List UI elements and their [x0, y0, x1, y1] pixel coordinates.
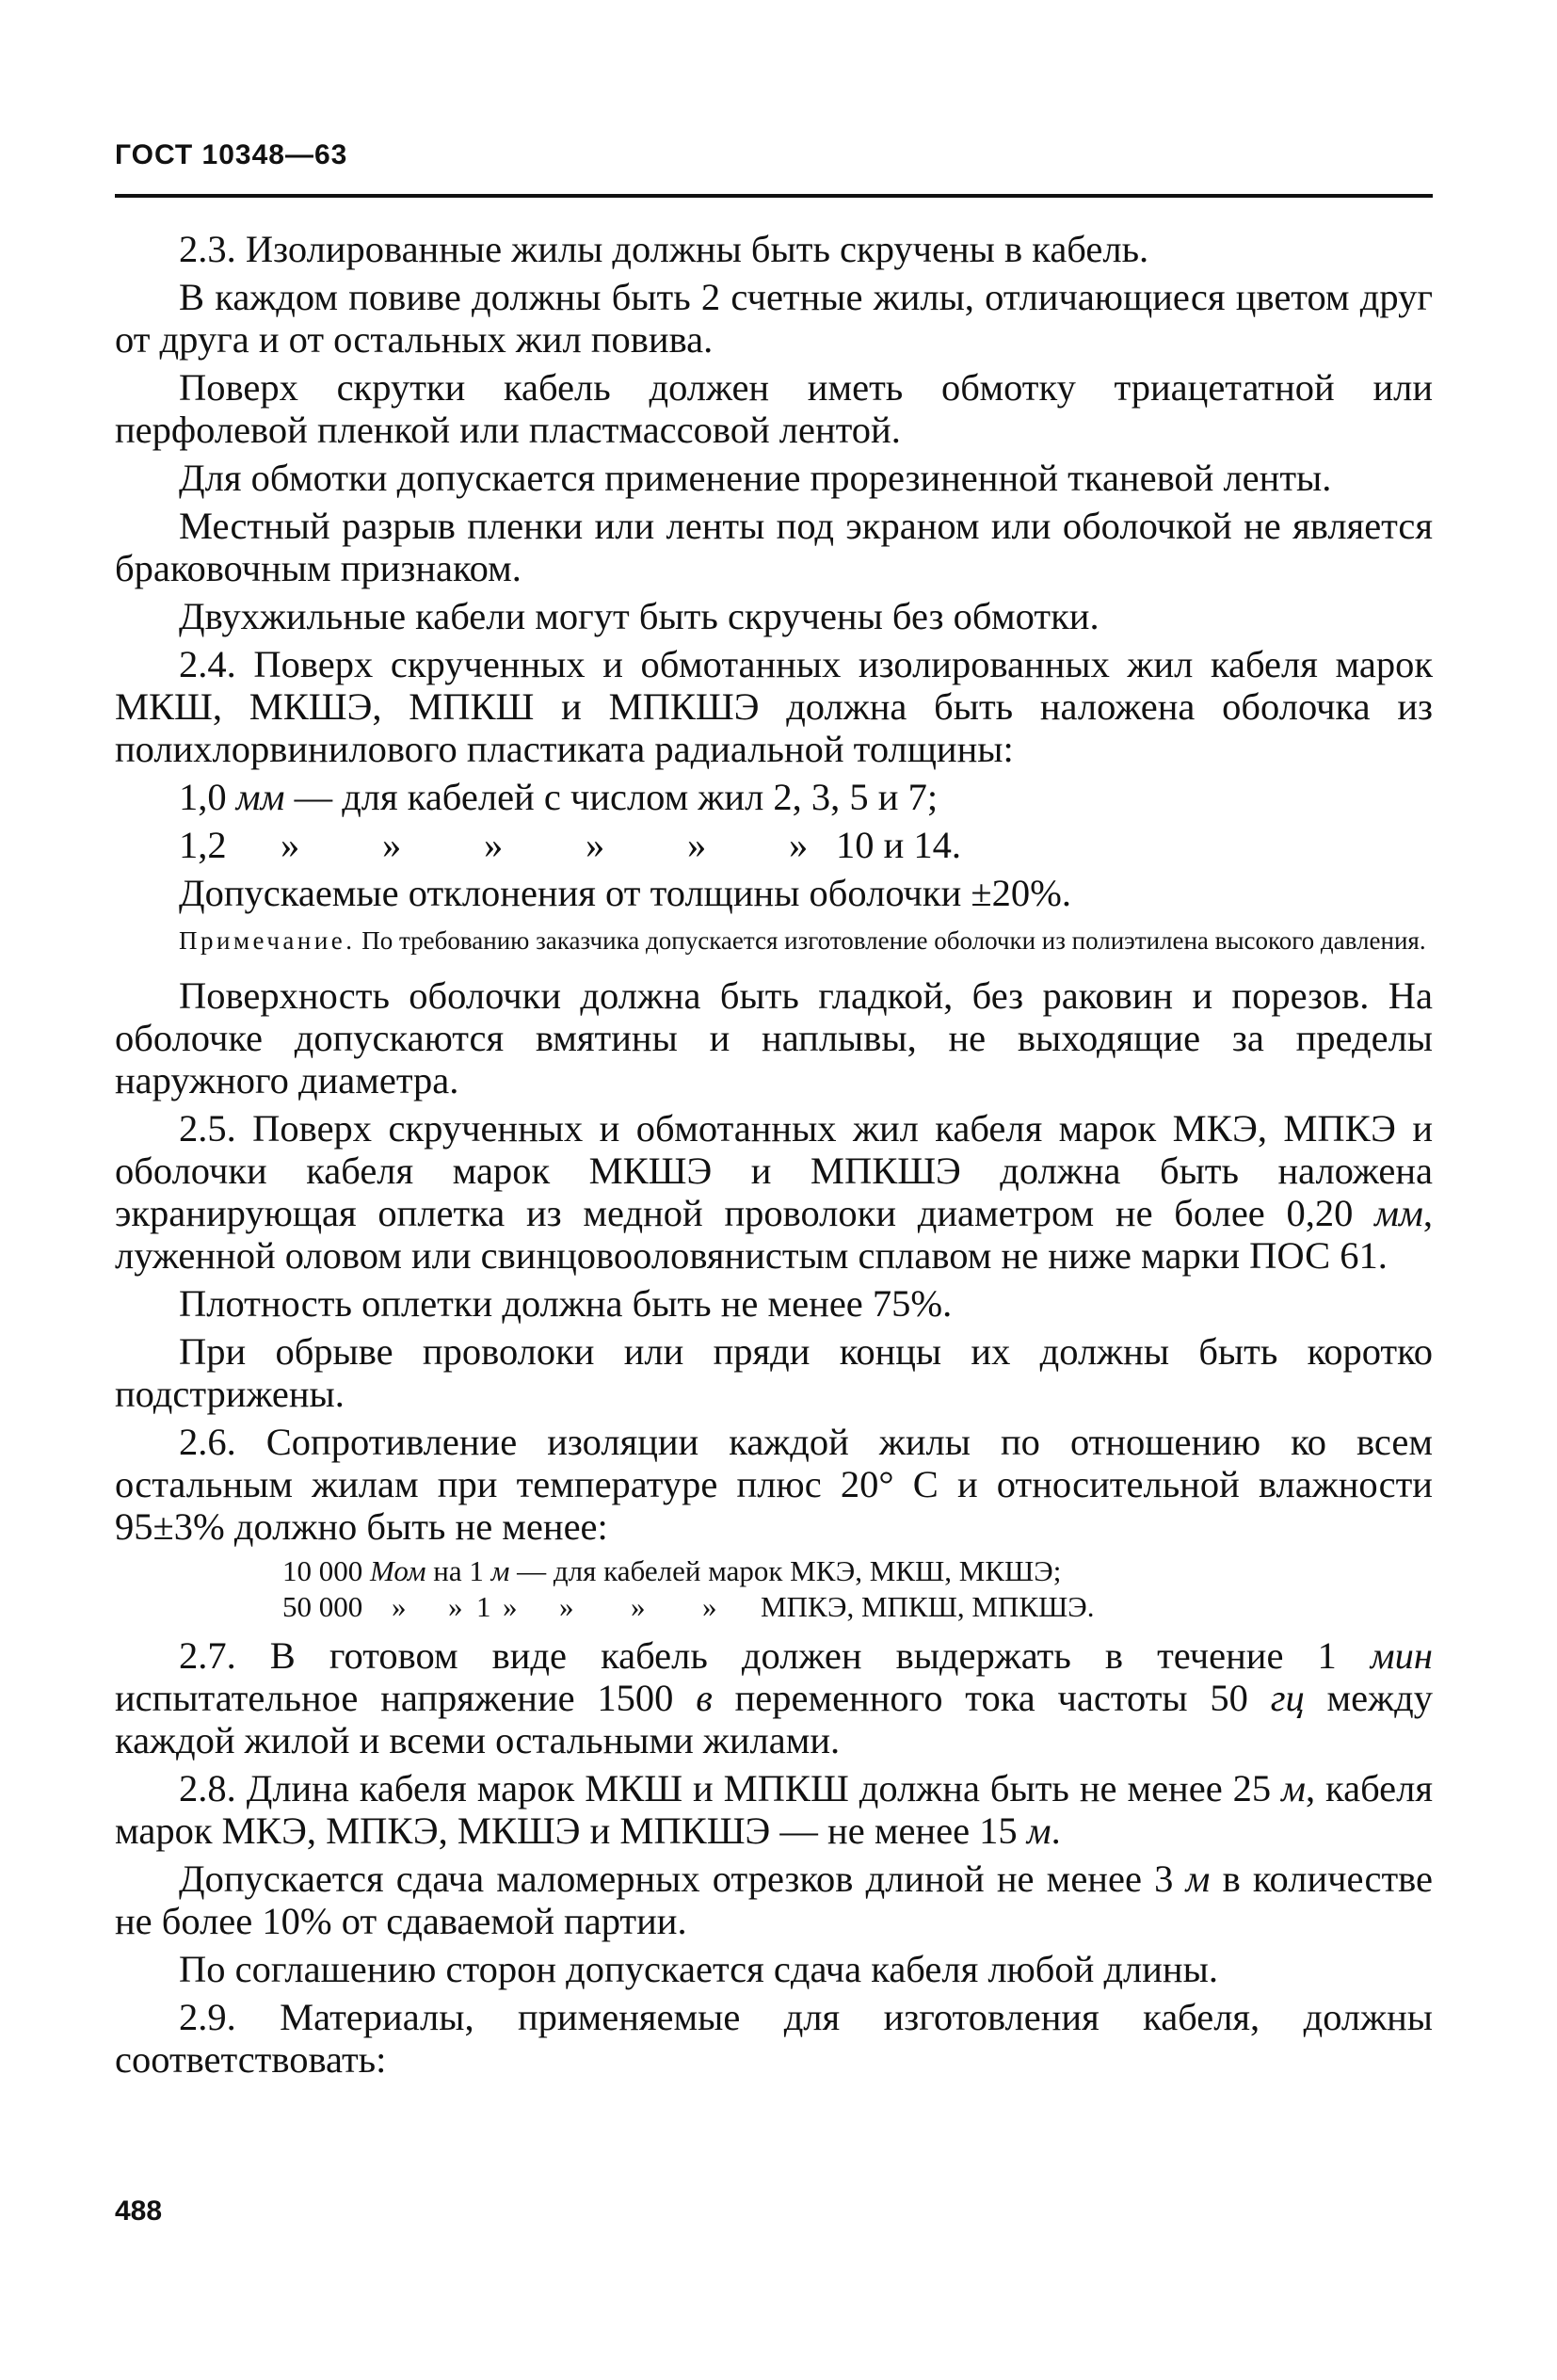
ditto-mark: » — [382, 824, 402, 866]
thickness-line-2 — [115, 824, 1433, 866]
paragraph-2-7-text: между каждой жилой и всеми остальными жилами. — [115, 1677, 1433, 1761]
unit-volt: в — [696, 1677, 713, 1719]
ditto-mark: » — [586, 824, 605, 866]
resistance-table — [115, 1553, 1433, 1625]
paragraph-braid-density: Плотность оплетки должна быть не менее 75%. — [179, 1282, 953, 1325]
resistance-unit: Мом — [370, 1554, 426, 1587]
paragraph-tolerance: Допускаемые отклонения от толщины оболочки ±20%. — [179, 872, 1071, 914]
thickness-text: 10 и 14. — [836, 824, 962, 866]
unit-m: м — [1281, 1767, 1306, 1809]
unit-hz: гц — [1270, 1677, 1305, 1719]
resistance-cable-types: — для кабелей марок МКЭ, МКШ, МКШЭ; — [517, 1554, 1062, 1587]
resistance-value: 50 000 — [282, 1590, 363, 1623]
paragraph-2-7 — [115, 1634, 1433, 1761]
resistance-row-2 — [282, 1589, 1433, 1625]
ditto-mark: » — [281, 824, 300, 866]
paragraph-2-8-text: . — [1051, 1809, 1061, 1852]
paragraph-counting-wires: В каждом повиве должны быть 2 счетные жилы, отличающиеся цветом друг от друга и от остальных жил повива. — [115, 276, 1433, 361]
ditto-mark: » — [503, 1590, 518, 1623]
paragraph-2-7-text: испытательное напряжение 1500 — [115, 1677, 697, 1719]
paragraph-2-3: 2.3. Изолированные жилы должны быть скручены в кабель. — [179, 228, 1149, 270]
paragraph-wrapping: Поверх скрутки кабель должен иметь обмотку триацетатной или перфолевой пленкой или пластмассовой лентой. — [115, 366, 1433, 451]
unit-m: м — [1026, 1809, 1051, 1852]
thickness-value: 1,2 — [179, 824, 227, 866]
paragraph-short-lengths — [115, 1857, 1433, 1942]
header-divider — [115, 194, 1433, 198]
paragraph-2-6: 2.6. Сопротивление изоляции каждой жилы по отношению ко всем остальным жилам при температуре плюс 20° С и относительной влажности 95±3% должно быть не менее: — [115, 1421, 1433, 1548]
paragraph-2-9: 2.9. Материалы, применяемые для изготовления кабеля, должны соответствовать: — [115, 1996, 1433, 2081]
paragraph-any-length: По соглашению сторон допускается сдача кабеля любой длины. — [179, 1948, 1218, 1990]
paragraph-local-break: Местный разрыв пленки или ленты под экраном или оболочкой не является браковочным признаком. — [115, 505, 1433, 589]
ditto-mark: » — [687, 824, 707, 866]
document-header: ГОСТ 10348—63 — [115, 139, 348, 170]
ditto-mark: » — [392, 1590, 407, 1623]
thickness-text: — для кабелей с числом жил 2, 3, 5 и 7; — [294, 776, 939, 818]
note-text: По требованию заказчика допускается изготовление оболочки из полиэтилена высокого давления. — [361, 926, 1426, 955]
resistance-value: 10 000 — [282, 1554, 363, 1587]
paragraph-2-4: 2.4. Поверх скрученных и обмотанных изолированных жил кабеля марок МКШ, МКШЭ, МПКШ и МПКШЭ должна быть наложена оболочка из полихлорвинилового пластиката радиальной толщины: — [115, 643, 1433, 770]
thickness-unit: мм — [235, 776, 285, 818]
unit-mm: мм — [1374, 1192, 1423, 1234]
paragraph-2-5-text: 2.5. Поверх скрученных и обмотанных жил кабеля марок МКЭ, МПКЭ и оболочки кабеля марок МКШЭ и МПКШЭ должна быть наложена экранирующая оплетка из медной проволоки диаметром не более 0,20 — [115, 1107, 1433, 1234]
ditto-mark: » — [448, 1590, 463, 1623]
resistance-row-1 — [282, 1553, 1433, 1589]
ditto-mark: » — [484, 824, 504, 866]
thickness-line-1 — [115, 776, 1433, 818]
note-label: Примечание. — [179, 926, 356, 955]
paragraph-wire-break: При обрыве проволоки или пряди концы их должны быть коротко подстрижены. — [115, 1330, 1433, 1415]
paragraph-2-8-text: 2.8. Длина кабеля марок МКШ и МПКШ должна быть не менее 25 — [179, 1767, 1282, 1809]
ditto-mark: » — [702, 1590, 717, 1623]
page-number: 488 — [115, 2195, 163, 2227]
resistance-per: 1 — [476, 1590, 491, 1623]
paragraph-2-7-text: переменного тока частоты 50 — [712, 1677, 1271, 1719]
paragraph-rubber-tape: Для обмотки допускается применение прорезиненной тканевой ленты. — [179, 457, 1332, 499]
unit-m: м — [1185, 1857, 1211, 1900]
paragraph-short-lengths-text: в количестве не более 10% от сдаваемой партии. — [115, 1857, 1434, 1942]
resistance-per: на 1 — [433, 1554, 484, 1587]
length-unit: м — [490, 1554, 510, 1587]
paragraph-short-lengths-text: Допускается сдача маломерных отрезков длиной не менее 3 — [179, 1857, 1186, 1900]
paragraph-2-8 — [115, 1767, 1433, 1852]
paragraph-sheath-surface: Поверхность оболочки должна быть гладкой, без раковин и порезов. На оболочке допускаются вмятины и наплывы, не выходящие за пределы наружного диаметра. — [115, 974, 1433, 1102]
paragraph-two-core: Двухжильные кабели могут быть скручены без обмотки. — [179, 595, 1100, 637]
paragraph-2-8-text: , кабеля марок МКЭ, МПКЭ, МКШЭ и МПКШЭ — не менее 15 — [115, 1767, 1433, 1852]
ditto-mark: » — [631, 1590, 646, 1623]
unit-min: мин — [1370, 1634, 1433, 1677]
resistance-cable-types: МПКЭ, МПКШ, МПКШЭ. — [761, 1590, 1095, 1623]
paragraph-2-5-text-end: , луженной оловом или свинцовооловянистым сплавом не ниже марки ПОС 61. — [115, 1192, 1433, 1277]
paragraph-2-5 — [115, 1107, 1433, 1277]
ditto-mark: » — [789, 824, 809, 866]
ditto-mark: » — [559, 1590, 574, 1623]
paragraph-2-7-text: 2.7. В готовом виде кабель должен выдержать в течение 1 — [179, 1634, 1371, 1677]
note — [115, 924, 1433, 957]
document-body — [115, 228, 1433, 2086]
thickness-value: 1,0 — [179, 776, 227, 818]
